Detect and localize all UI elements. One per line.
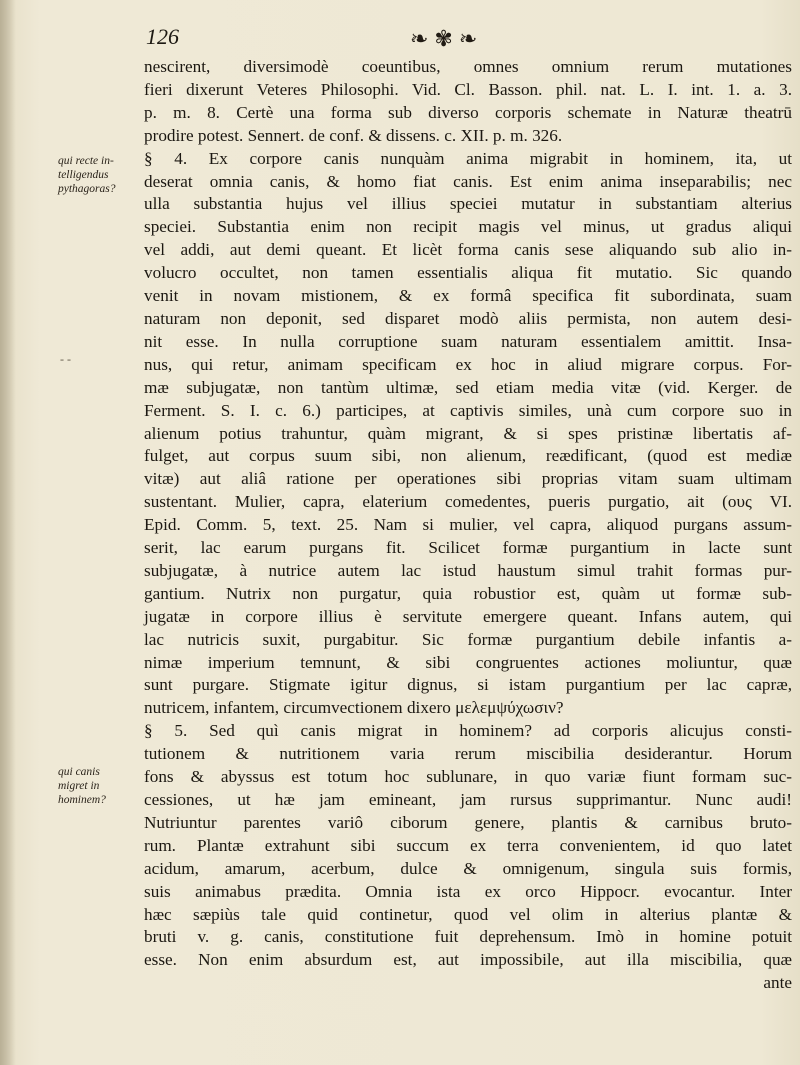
text-line: bruti v. g. canis, constitutione fuit deprehensum. Imò in homine potuit: [144, 927, 792, 947]
text-line: acidum, amarum, acerbum, dulce & omnigenum, singula suis formis,: [144, 858, 792, 878]
text-line: Nutriuntur parentes variô ciborum genere, plantis & carnibus bruto-: [144, 812, 792, 832]
text-line: nimæ imperium temnunt, & sibi congruentes actiones moliuntur, quæ: [144, 652, 792, 672]
page-number: 126: [146, 24, 179, 49]
text-line: § 5. Sed quì canis migrat in hominem? ad corporis alicujus consti-: [144, 721, 792, 741]
text-line: tutionem & nutritionem varia rerum miscibilia desiderantur. Horum: [144, 744, 792, 764]
text-line: Ferment. S. I. c. 6.) participes, at captivis similes, unà cum corpore suo in: [144, 400, 792, 420]
text-line: cessiones, ut hæ jam emineant, jam rursus supprimantur. Nunc audi!: [144, 790, 792, 809]
text-line: Epid. Comm. 5, text. 25. Nam si mulier, vel capra, aliquod purgans assum-: [144, 515, 792, 535]
marginal-note-line: qui recte in-: [58, 155, 114, 167]
text-line: p. m. 8. Certè una forma sub diverso corporis schemate in Naturæ theatrū: [144, 102, 792, 122]
text-line: vel addi, aut demi queant. Et licèt forma canis sese aliquando sub alio in-: [144, 240, 792, 260]
text-line: subjugatæ, à nutrice autem lac istud haustum simul trahit formas pur-: [144, 560, 792, 580]
text-line: jugatæ in corpore illius è servitute emergere queant. Infans autem, qui: [144, 606, 792, 626]
text-line: mæ subjugatæ, non tantùm ultimæ, sed etiam media vitæ (vid. Kerger. de: [144, 377, 792, 397]
text-line: sunt purgare. Stigmate igitur dignus, si istam purgantium per lac capræ,: [144, 675, 792, 695]
marginal-note-line: hominem?: [58, 794, 106, 806]
text-line: volucro occultet, non tamen essentialis aliqua fit mutatio. Sic quando: [144, 263, 792, 283]
text-line: fieri dixerunt Veteres Philosophi. Vid. Cl. Basson. phil. nat. L. I. int. 1. a. 3.: [144, 79, 792, 99]
margin-blemish: - -: [60, 352, 71, 366]
text-line: fulget, aut corpus suum sibi, non alienum, reædificant, (quod est mediæ: [144, 446, 792, 466]
text-line: hæc sæpiùs tale quid continetur, quod vel olim in alterius plantæ &: [144, 904, 792, 924]
text-line: lac nutricis suxit, purgabitur. Sic formæ purgantium debile infantis a-: [144, 629, 792, 649]
text-line: serit, lac earum purgans fit. Scilicet formæ purgantium in lacte sunt: [144, 538, 792, 558]
text-line: naturam non deponit, sed disparet modò aliis permista, non autem desi-: [144, 308, 792, 328]
marginal-note-canis: [58, 765, 144, 807]
text-line: suis animabus prædita. Omnia ista ex orco Hippocr. evocantur. Inter: [144, 881, 792, 901]
text-line: rum. Plantæ extrahunt sibi succum ex terra convenientem, id quo latet: [144, 835, 792, 855]
binding-shadow: [0, 0, 16, 1065]
header-ornament: ❧✾❧: [410, 26, 484, 51]
marginal-note-line: pythagoras?: [58, 183, 116, 195]
marginal-note-pythagoras: [58, 154, 144, 196]
text-line: nit esse. In nulla corruptione suam naturam essentialem amittit. Insa-: [144, 331, 792, 351]
marginal-note-line: telligendus: [58, 169, 109, 181]
marginal-note-line: migret in: [58, 780, 100, 792]
text-line: alienum potius trahuntur, quàm migrant, & si spes pristinæ libertatis af-: [144, 423, 792, 443]
catchword: ante: [763, 973, 792, 993]
text-line: sustentant. Mulier, capra, elaterium comedentes, pueris purgatio, ait (ους VI.: [144, 492, 792, 512]
text-line: speciei. Substantia enim non recipit magis vel minus, ut gradus aliqui: [144, 217, 792, 237]
text-line: gantium. Nutrix non purgatur, quia robustior est, quàm ut formæ sub-: [144, 583, 792, 603]
text-line: vitæ) aut aliâ ratione per operationes sibi proprias vitam suam ultimam: [144, 469, 792, 489]
text-line: ulla substantia hujus vel illius speciei mutatur in substantiam alterius: [144, 194, 792, 214]
text-line: § 4. Ex corpore canis nunquàm anima migrabit in hominem, ita, ut: [144, 148, 792, 168]
marginal-note-line: qui canis: [58, 766, 100, 778]
text-line: esse. Non enim absurdum est, aut impossibile, aut illa miscibilia, quæ: [144, 950, 792, 970]
text-line: prodire potest. Sennert. de conf. & dissens. c. XII. p. m. 326.: [144, 125, 563, 145]
text-line: nutricem, infantem, circumvectionem dixero μελεμψύχωσιν?: [144, 698, 564, 718]
running-header: [140, 20, 790, 60]
text-line: fons & abyssus est totum hoc sublunare, in quo variæ fiunt formam suc-: [144, 767, 792, 787]
text-line: deserat omnia canis, & homo fiat canis. Est enim anima inseparabilis; nec: [144, 171, 792, 191]
text-line: nescirent, diversimodè coeuntibus, omnes omnium rerum mutationes: [144, 57, 792, 76]
text-line: nus, qui retur, animam specificam ex hoc in aliud migrare corpus. For-: [144, 354, 792, 374]
text-line: venit in novam mistionem, & ex formâ specifica fit subordinata, suam: [144, 286, 792, 306]
body-text: [144, 56, 792, 995]
